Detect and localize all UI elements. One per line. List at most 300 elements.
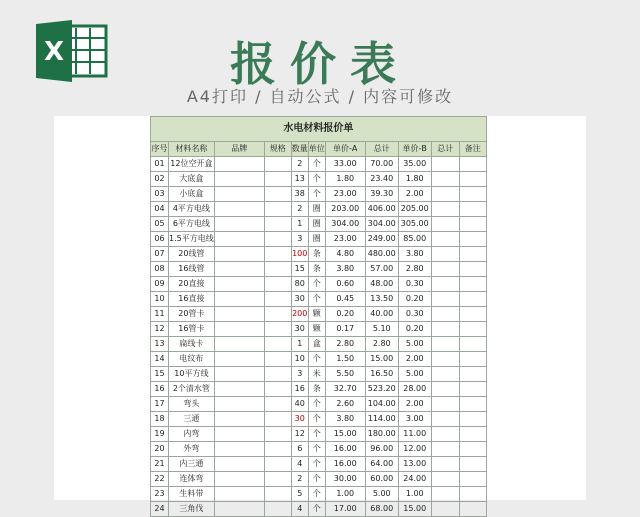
cell-pa[interactable]: 23.00 — [325, 232, 365, 247]
cell-pa[interactable]: 2.60 — [325, 397, 365, 412]
cell-spec[interactable] — [264, 307, 291, 322]
cell-pb[interactable]: 0.20 — [398, 292, 431, 307]
cell-name[interactable]: 内三通 — [169, 457, 215, 472]
column-header[interactable]: 总计 — [365, 142, 398, 157]
cell-ta[interactable]: 15.00 — [365, 352, 398, 367]
cell-pa[interactable]: 1.00 — [325, 487, 365, 502]
cell-unit[interactable]: 个 — [308, 172, 325, 187]
cell-spec[interactable] — [264, 367, 291, 382]
cell-no[interactable]: 22 — [151, 472, 169, 487]
cell-brand[interactable] — [214, 247, 264, 262]
cell-qty[interactable]: 3 — [291, 232, 308, 247]
cell-brand[interactable] — [214, 457, 264, 472]
cell-name[interactable]: 外弯 — [169, 442, 215, 457]
cell-spec[interactable] — [264, 457, 291, 472]
table-row — [151, 187, 487, 202]
cell-pa[interactable]: 30.00 — [325, 472, 365, 487]
cell-tb[interactable] — [431, 472, 459, 487]
cell-ta[interactable]: 60.00 — [365, 472, 398, 487]
cell-pa[interactable]: 3.80 — [325, 412, 365, 427]
table-row — [151, 442, 487, 457]
cell-pa[interactable]: 15.00 — [325, 427, 365, 442]
cell-no[interactable]: 19 — [151, 427, 169, 442]
cell-qty[interactable]: 30 — [291, 322, 308, 337]
table-row — [151, 307, 487, 322]
cell-no[interactable]: 03 — [151, 187, 169, 202]
cell-ta[interactable]: 40.00 — [365, 307, 398, 322]
sheet-paper — [54, 116, 586, 513]
cell-unit[interactable]: 条 — [308, 247, 325, 262]
cell-name[interactable]: 三通 — [169, 412, 215, 427]
cell-brand[interactable] — [214, 487, 264, 502]
header-row — [151, 142, 487, 157]
cell-qty[interactable]: 2 — [291, 472, 308, 487]
table-row — [151, 397, 487, 412]
cell-ta[interactable]: 523.20 — [365, 382, 398, 397]
cell-tb[interactable] — [431, 442, 459, 457]
cell-pb[interactable]: 2.00 — [398, 352, 431, 367]
cell-spec[interactable] — [264, 202, 291, 217]
table-row — [151, 337, 487, 352]
cell-no[interactable]: 08 — [151, 262, 169, 277]
column-header[interactable]: 数量 — [291, 142, 308, 157]
cell-brand[interactable] — [214, 292, 264, 307]
cell-note[interactable] — [459, 382, 486, 397]
cell-qty[interactable]: 12 — [291, 427, 308, 442]
cell-name[interactable]: 16直接 — [169, 292, 215, 307]
table-row — [151, 487, 487, 502]
cell-tb[interactable] — [431, 457, 459, 472]
cell-ta[interactable]: 64.00 — [365, 457, 398, 472]
cell-spec[interactable] — [264, 427, 291, 442]
cell-unit[interactable]: 个 — [308, 187, 325, 202]
cell-unit[interactable]: 个 — [308, 277, 325, 292]
cell-unit[interactable]: 条 — [308, 262, 325, 277]
cell-unit[interactable]: 个 — [308, 427, 325, 442]
cell-spec[interactable] — [264, 352, 291, 367]
cell-pb[interactable]: 28.00 — [398, 382, 431, 397]
table-row — [151, 367, 487, 382]
cell-name[interactable]: 4平方电线 — [169, 202, 215, 217]
cell-brand[interactable] — [214, 397, 264, 412]
cell-no[interactable]: 04 — [151, 202, 169, 217]
cell-tb[interactable] — [431, 427, 459, 442]
cell-no[interactable]: 13 — [151, 337, 169, 352]
cell-unit[interactable]: 颗 — [308, 307, 325, 322]
cell-spec[interactable] — [264, 247, 291, 262]
cell-no[interactable]: 09 — [151, 277, 169, 292]
cell-unit[interactable]: 圈 — [308, 217, 325, 232]
cell-brand[interactable] — [214, 442, 264, 457]
cell-brand[interactable] — [214, 322, 264, 337]
cell-pa[interactable]: 33.00 — [325, 157, 365, 172]
cell-spec[interactable] — [264, 157, 291, 172]
cell-unit[interactable]: 个 — [308, 352, 325, 367]
cell-pb[interactable]: 2.00 — [398, 397, 431, 412]
cell-qty[interactable]: 30 — [291, 292, 308, 307]
cell-name[interactable]: 12位空开盒 — [169, 157, 215, 172]
cell-unit[interactable]: 个 — [308, 487, 325, 502]
cell-brand[interactable] — [214, 502, 264, 517]
cell-tb[interactable] — [431, 232, 459, 247]
cell-spec[interactable] — [264, 172, 291, 187]
cell-spec[interactable] — [264, 292, 291, 307]
cell-qty[interactable]: 13 — [291, 172, 308, 187]
column-header[interactable]: 序号 — [151, 142, 169, 157]
cell-pa[interactable]: 0.60 — [325, 277, 365, 292]
cell-brand[interactable] — [214, 262, 264, 277]
table-row — [151, 412, 487, 427]
cell-qty[interactable]: 200 — [291, 307, 308, 322]
cell-pa[interactable]: 0.45 — [325, 292, 365, 307]
sheet-title: 水电材料报价单 — [151, 117, 487, 142]
cell-tb[interactable] — [431, 277, 459, 292]
table-row — [151, 457, 487, 472]
cell-ta[interactable]: 13.50 — [365, 292, 398, 307]
cell-pb[interactable]: 35.00 — [398, 157, 431, 172]
cell-qty[interactable]: 6 — [291, 442, 308, 457]
cell-pa[interactable]: 0.17 — [325, 322, 365, 337]
cell-note[interactable] — [459, 472, 486, 487]
cell-name[interactable]: 三角伐 — [169, 502, 215, 517]
column-header[interactable]: 单位 — [308, 142, 325, 157]
cell-ta[interactable]: 16.50 — [365, 367, 398, 382]
cell-spec[interactable] — [264, 337, 291, 352]
cell-brand[interactable] — [214, 277, 264, 292]
cell-qty[interactable]: 16 — [291, 382, 308, 397]
cell-note[interactable] — [459, 172, 486, 187]
cell-qty[interactable]: 80 — [291, 277, 308, 292]
cell-spec[interactable] — [264, 382, 291, 397]
cell-no[interactable]: 21 — [151, 457, 169, 472]
cell-name[interactable]: 16管卡 — [169, 322, 215, 337]
cell-tb[interactable] — [431, 262, 459, 277]
cell-pa[interactable]: 16.00 — [325, 457, 365, 472]
cell-ta[interactable]: 96.00 — [365, 442, 398, 457]
cell-tb[interactable] — [431, 157, 459, 172]
cell-pa[interactable]: 5.50 — [325, 367, 365, 382]
cell-qty[interactable]: 2 — [291, 157, 308, 172]
cell-pa[interactable]: 1.50 — [325, 352, 365, 367]
cell-pa[interactable]: 32.70 — [325, 382, 365, 397]
cell-no[interactable]: 16 — [151, 382, 169, 397]
cell-unit[interactable]: 圈 — [308, 202, 325, 217]
cell-spec[interactable] — [264, 502, 291, 517]
cell-pa[interactable]: 304.00 — [325, 217, 365, 232]
cell-ta[interactable]: 104.00 — [365, 397, 398, 412]
cell-spec[interactable] — [264, 412, 291, 427]
cell-unit[interactable]: 个 — [308, 292, 325, 307]
cell-name[interactable]: 大底盒 — [169, 172, 215, 187]
cell-note[interactable] — [459, 232, 486, 247]
cell-no[interactable]: 02 — [151, 172, 169, 187]
cell-qty[interactable]: 10 — [291, 352, 308, 367]
cell-note[interactable] — [459, 397, 486, 412]
table-row — [151, 352, 487, 367]
cell-no[interactable]: 15 — [151, 367, 169, 382]
cell-pb[interactable]: 5.00 — [398, 337, 431, 352]
cell-pb[interactable]: 2.00 — [398, 187, 431, 202]
cell-ta[interactable]: 5.00 — [365, 487, 398, 502]
table-row — [151, 217, 487, 232]
cell-pb[interactable]: 12.00 — [398, 442, 431, 457]
cell-tb[interactable] — [431, 247, 459, 262]
cell-pb[interactable]: 3.00 — [398, 412, 431, 427]
cell-pb[interactable]: 15.00 — [398, 502, 431, 517]
cell-tb[interactable] — [431, 412, 459, 427]
table-row — [151, 427, 487, 442]
cell-name[interactable]: 20管卡 — [169, 307, 215, 322]
cell-brand[interactable] — [214, 382, 264, 397]
cell-tb[interactable] — [431, 202, 459, 217]
cell-tb[interactable] — [431, 367, 459, 382]
cell-tb[interactable] — [431, 337, 459, 352]
cell-pa[interactable]: 17.00 — [325, 502, 365, 517]
cell-no[interactable]: 14 — [151, 352, 169, 367]
cell-ta[interactable]: 68.00 — [365, 502, 398, 517]
cell-unit[interactable]: 圈 — [308, 232, 325, 247]
cell-unit[interactable]: 个 — [308, 412, 325, 427]
cell-pb[interactable]: 205.00 — [398, 202, 431, 217]
cell-tb[interactable] — [431, 322, 459, 337]
cell-unit[interactable]: 个 — [308, 502, 325, 517]
cell-no[interactable]: 23 — [151, 487, 169, 502]
cell-tb[interactable] — [431, 172, 459, 187]
cell-brand[interactable] — [214, 172, 264, 187]
cell-qty[interactable]: 4 — [291, 457, 308, 472]
cell-tb[interactable] — [431, 502, 459, 517]
cell-note[interactable] — [459, 322, 486, 337]
cell-no[interactable]: 18 — [151, 412, 169, 427]
cell-brand[interactable] — [214, 157, 264, 172]
cell-pb[interactable]: 85.00 — [398, 232, 431, 247]
cell-brand[interactable] — [214, 202, 264, 217]
cell-spec[interactable] — [264, 472, 291, 487]
cell-pa[interactable]: 203.00 — [325, 202, 365, 217]
cell-no[interactable]: 12 — [151, 322, 169, 337]
cell-note[interactable] — [459, 442, 486, 457]
cell-pb[interactable]: 3.80 — [398, 247, 431, 262]
cell-pa[interactable]: 16.00 — [325, 442, 365, 457]
cell-spec[interactable] — [264, 487, 291, 502]
cell-note[interactable] — [459, 157, 486, 172]
cell-unit[interactable]: 米 — [308, 367, 325, 382]
table-row — [151, 502, 487, 517]
cell-name[interactable]: 20线管 — [169, 247, 215, 262]
table-row — [151, 472, 487, 487]
table-row — [151, 382, 487, 397]
cell-note[interactable] — [459, 202, 486, 217]
cell-ta[interactable]: 480.00 — [365, 247, 398, 262]
cell-brand[interactable] — [214, 472, 264, 487]
cell-note[interactable] — [459, 352, 486, 367]
cell-pb[interactable]: 0.20 — [398, 322, 431, 337]
page-subtitle: A4打印 / 自动公式 / 内容可修改 — [186, 87, 454, 106]
table-row — [151, 292, 487, 307]
cell-note[interactable] — [459, 262, 486, 277]
cell-unit[interactable]: 个 — [308, 397, 325, 412]
cell-ta[interactable]: 57.00 — [365, 262, 398, 277]
cell-no[interactable]: 24 — [151, 502, 169, 517]
cell-qty[interactable]: 3 — [291, 367, 308, 382]
cell-brand[interactable] — [214, 232, 264, 247]
cell-pa[interactable]: 1.80 — [325, 172, 365, 187]
cell-name[interactable]: 扁线卡 — [169, 337, 215, 352]
cell-pa[interactable]: 23.00 — [325, 187, 365, 202]
cell-name[interactable]: 6平方电线 — [169, 217, 215, 232]
cell-name[interactable]: 连体弯 — [169, 472, 215, 487]
cell-no[interactable]: 17 — [151, 397, 169, 412]
cell-qty[interactable]: 40 — [291, 397, 308, 412]
cell-note[interactable] — [459, 277, 486, 292]
cell-spec[interactable] — [264, 187, 291, 202]
cell-no[interactable]: 05 — [151, 217, 169, 232]
cell-qty[interactable]: 15 — [291, 262, 308, 277]
cell-pa[interactable]: 2.80 — [325, 337, 365, 352]
cell-tb[interactable] — [431, 307, 459, 322]
column-header[interactable]: 总计 — [431, 142, 459, 157]
cell-tb[interactable] — [431, 382, 459, 397]
cell-unit[interactable]: 个 — [308, 157, 325, 172]
cell-no[interactable]: 11 — [151, 307, 169, 322]
cell-tb[interactable] — [431, 352, 459, 367]
cell-spec[interactable] — [264, 277, 291, 292]
cell-qty[interactable]: 1 — [291, 217, 308, 232]
cell-note[interactable] — [459, 217, 486, 232]
cell-name[interactable]: 2个清水管 — [169, 382, 215, 397]
cell-no[interactable]: 07 — [151, 247, 169, 262]
column-header[interactable]: 单价-B — [398, 142, 431, 157]
cell-brand[interactable] — [214, 367, 264, 382]
cell-brand[interactable] — [214, 352, 264, 367]
cell-name[interactable]: 弯头 — [169, 397, 215, 412]
cell-ta[interactable]: 23.40 — [365, 172, 398, 187]
cell-no[interactable]: 06 — [151, 232, 169, 247]
cell-qty[interactable]: 30 — [291, 412, 308, 427]
cell-qty[interactable]: 4 — [291, 502, 308, 517]
cell-unit[interactable]: 盒 — [308, 337, 325, 352]
cell-name[interactable]: 1.5平方电线 — [169, 232, 215, 247]
cell-unit[interactable]: 颗 — [308, 322, 325, 337]
cell-no[interactable]: 20 — [151, 442, 169, 457]
cell-ta[interactable]: 5.10 — [365, 322, 398, 337]
cell-ta[interactable]: 114.00 — [365, 412, 398, 427]
cell-ta[interactable]: 180.00 — [365, 427, 398, 442]
cell-unit[interactable]: 个 — [308, 472, 325, 487]
cell-spec[interactable] — [264, 322, 291, 337]
column-header[interactable]: 单价-A — [325, 142, 365, 157]
cell-pa[interactable]: 0.20 — [325, 307, 365, 322]
cell-pb[interactable]: 0.30 — [398, 277, 431, 292]
cell-note[interactable] — [459, 367, 486, 382]
cell-pb[interactable]: 1.00 — [398, 487, 431, 502]
cell-unit[interactable]: 个 — [308, 442, 325, 457]
cell-qty[interactable]: 5 — [291, 487, 308, 502]
cell-brand[interactable] — [214, 307, 264, 322]
cell-name[interactable]: 电纹布 — [169, 352, 215, 367]
cell-ta[interactable]: 70.00 — [365, 157, 398, 172]
cell-tb[interactable] — [431, 217, 459, 232]
cell-note[interactable] — [459, 337, 486, 352]
cell-tb[interactable] — [431, 292, 459, 307]
cell-name[interactable]: 内弯 — [169, 427, 215, 442]
cell-brand[interactable] — [214, 337, 264, 352]
cell-ta[interactable]: 304.00 — [365, 217, 398, 232]
cell-qty[interactable]: 1 — [291, 337, 308, 352]
cell-spec[interactable] — [264, 232, 291, 247]
cell-ta[interactable]: 249.00 — [365, 232, 398, 247]
cell-spec[interactable] — [264, 217, 291, 232]
cell-note[interactable] — [459, 187, 486, 202]
cell-pb[interactable]: 5.00 — [398, 367, 431, 382]
cell-pb[interactable]: 2.80 — [398, 262, 431, 277]
column-header[interactable]: 规格 — [264, 142, 291, 157]
cell-note[interactable] — [459, 247, 486, 262]
cell-ta[interactable]: 406.00 — [365, 202, 398, 217]
cell-brand[interactable] — [214, 412, 264, 427]
cell-name[interactable]: 小底盒 — [169, 187, 215, 202]
logo-letter: X — [43, 37, 65, 67]
cell-name[interactable]: 10平方线 — [169, 367, 215, 382]
cell-note[interactable] — [459, 457, 486, 472]
cell-name[interactable]: 生料带 — [169, 487, 215, 502]
cell-note[interactable] — [459, 307, 486, 322]
column-header[interactable]: 材料名称 — [169, 142, 215, 157]
cell-pb[interactable]: 11.00 — [398, 427, 431, 442]
cell-pb[interactable]: 305.00 — [398, 217, 431, 232]
cell-tb[interactable] — [431, 397, 459, 412]
cell-qty[interactable]: 100 — [291, 247, 308, 262]
cell-pa[interactable]: 3.80 — [325, 262, 365, 277]
cell-note[interactable] — [459, 427, 486, 442]
cell-ta[interactable]: 48.00 — [365, 277, 398, 292]
cell-ta[interactable]: 2.80 — [365, 337, 398, 352]
cell-unit[interactable]: 个 — [308, 457, 325, 472]
column-header[interactable]: 品牌 — [214, 142, 264, 157]
cell-note[interactable] — [459, 502, 486, 517]
cell-no[interactable]: 01 — [151, 157, 169, 172]
cell-brand[interactable] — [214, 217, 264, 232]
cell-pb[interactable]: 1.80 — [398, 172, 431, 187]
table-row — [151, 232, 487, 247]
cell-brand[interactable] — [214, 427, 264, 442]
cell-brand[interactable] — [214, 187, 264, 202]
column-header[interactable]: 备注 — [459, 142, 486, 157]
cell-spec[interactable] — [264, 262, 291, 277]
cell-no[interactable]: 10 — [151, 292, 169, 307]
cell-pb[interactable]: 13.00 — [398, 457, 431, 472]
cell-name[interactable]: 16线管 — [169, 262, 215, 277]
cell-pa[interactable]: 4.80 — [325, 247, 365, 262]
quote-table — [150, 116, 487, 517]
cell-note[interactable] — [459, 487, 486, 502]
cell-spec[interactable] — [264, 442, 291, 457]
cell-spec[interactable] — [264, 397, 291, 412]
cell-pb[interactable]: 24.00 — [398, 472, 431, 487]
cell-note[interactable] — [459, 292, 486, 307]
cell-note[interactable] — [459, 412, 486, 427]
table-row — [151, 262, 487, 277]
table-row — [151, 277, 487, 292]
cell-unit[interactable]: 条 — [308, 382, 325, 397]
cell-tb[interactable] — [431, 187, 459, 202]
cell-tb[interactable] — [431, 487, 459, 502]
cell-qty[interactable]: 2 — [291, 202, 308, 217]
cell-qty[interactable]: 38 — [291, 187, 308, 202]
cell-ta[interactable]: 39.30 — [365, 187, 398, 202]
cell-name[interactable]: 20直接 — [169, 277, 215, 292]
cell-pb[interactable]: 0.30 — [398, 307, 431, 322]
